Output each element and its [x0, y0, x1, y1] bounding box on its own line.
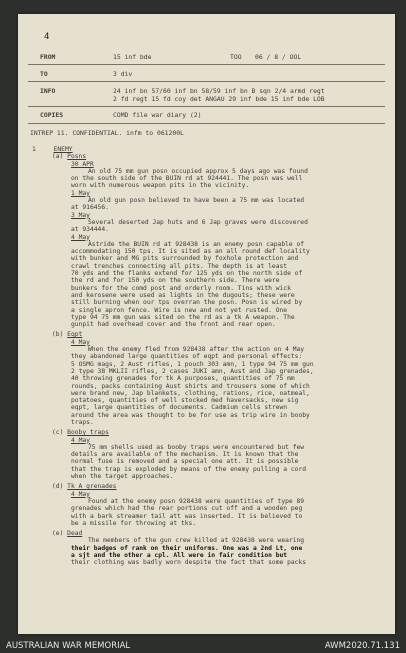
text-line: their badges of rank on their uniforms. One was a 2nd Lt, one [71, 544, 303, 552]
text-line: they abandoned large quantities of eqpt and personal effects: [71, 353, 303, 361]
report-body [32, 146, 387, 567]
text-line: grenades which had the rear portions cut off and a wooden peg [71, 505, 303, 513]
info-line: 2 fd regt 15 fd coy det ANGAU 29 inf bde 15 inf bde LOB [113, 95, 325, 103]
text-line: When the enemy fled from 928438 after the action on 4 May [88, 346, 305, 354]
text-line: bunkers for the comd post and orderly room. Tins with wick [71, 284, 291, 292]
divider [28, 81, 385, 82]
text-line: still burning when our tps overran the posn. Posn is wired by [71, 299, 303, 307]
text-line: a sjt and the other a cpl. All were in fair condition but [71, 552, 288, 560]
section-title: Eqpt [67, 331, 83, 339]
section-number: (d) [52, 483, 64, 491]
divider [28, 106, 385, 107]
report-heading: INTREP 11. CONFIDENTIAL. infm to 061200L [30, 129, 184, 137]
section-title: Posns [67, 153, 87, 161]
handwritten-mark: 4 [44, 32, 50, 42]
document-page [18, 14, 395, 634]
date-label: 4 May [71, 490, 90, 498]
text-line: gunpit had overhead cover and the front and rear open. [71, 321, 276, 329]
text-line: the rd and for 150 yds on the southern side. There were [71, 277, 280, 285]
section-title: Booby traps [67, 429, 109, 437]
divider [28, 123, 385, 124]
text-line: traps. [71, 418, 94, 426]
footer-catalogue-id: AWM2020.71.131 [324, 641, 400, 651]
date-label: 4 May [71, 338, 90, 346]
text-line: rounds, packs containing Aust shirts and trousers some of which [71, 382, 310, 390]
footer-bar [0, 639, 406, 653]
text-line: with a bark streamer tail att was inserted. It is believed to [71, 512, 303, 520]
text-line: An old 75 mm gun posn occupied approx 5 days ago was found [88, 167, 308, 175]
from-value: 15 inf bde [113, 53, 152, 61]
text-line: were brand new, Jap blankets, clothing, rations, rice, oatmeal, [71, 389, 310, 397]
date-label: 1 May [71, 189, 90, 197]
text-line: 5 OSMG mags, 2 Aust rifles, 1 pouch 303 amn, 1 type 94 75 mm gun [71, 360, 314, 368]
date-label: 30 APR [71, 160, 94, 168]
section-number: (b) [52, 331, 64, 339]
date-label: 4 May [71, 436, 90, 444]
too-label: TOO [230, 53, 242, 61]
to-value: 3 div [113, 70, 133, 78]
text-line: on the south side of the BUIN rd at 924441. The posn was well [71, 175, 303, 183]
section-number: (e) [52, 530, 64, 538]
text-line: type 94 75 mm gun was sited on the rd as a tk A weapon. The [71, 313, 295, 321]
text-line: The members of the gun crew killed at 928438 were wearing [88, 537, 305, 545]
divider [28, 64, 385, 65]
text-line: a single apron fence. Wire is new and not yet rusted. One [71, 306, 288, 314]
text-line: with bunker and MG pits surrounded by foxhole protection and [71, 255, 299, 263]
text-line: at 934444. [71, 226, 109, 234]
date-label: 3 May [71, 211, 90, 219]
info-label: INFO [40, 87, 56, 95]
footer-institution: AUSTRALIAN WAR MEMORIAL [6, 641, 131, 651]
text-line: and kerosene were used as lights in the dugouts; these were [71, 291, 295, 299]
date-label: 4 May [71, 233, 90, 241]
section-title: ENEMY [53, 146, 73, 153]
section-number: (a) [52, 153, 64, 161]
text-line: that the trap is exploded by means of the enemy pulling a cord [71, 465, 307, 473]
text-line: potatoes, quantities of well stocked med haversacks, new sig [71, 397, 299, 405]
section-title: Tk A grenades [67, 483, 117, 491]
text-line: when the target approaches. [71, 473, 174, 481]
info-line: 24 inf bn 57/60 inf bn 58/59 inf bn B sqn 2/4 armd regt [113, 87, 325, 95]
text-line: An old gun posn believed to have been a 75 mm was located [88, 197, 305, 205]
section-title: Dead [67, 530, 83, 538]
text-line: crawl trenches connecting all pits. The depth is at least [71, 262, 288, 270]
to-label: TO [40, 70, 48, 78]
text-line: around the area was thought to be for use as trip wire in booby [71, 411, 310, 419]
text-line: details are available of the mechanism. It is known that the [71, 451, 299, 459]
text-line: Astride the BUIN rd at 928438 is an enemy posn capable of [88, 240, 305, 248]
text-line: normal fuse is removed and a special one att. It is possible [71, 458, 299, 466]
text-line: 40 throwing grenades for tk A purposes, quantities of 75 mm [71, 375, 295, 383]
section-number: (c) [52, 429, 64, 437]
from-label: FROM [40, 53, 56, 61]
text-line: 75 mm shells used as booby traps were encountered but few [88, 443, 305, 451]
text-line: 70 yds and the flanks extend for 125 yds on the north side of [71, 270, 303, 278]
text-line: at 916456. [71, 204, 109, 212]
text-line: accommodating 150 tps. It is sited as an all round def locality [71, 248, 310, 256]
text-line: Found at the enemy posn 928438 were quantities of type 89 [88, 497, 305, 505]
text-line: eqpt, large quantities of documents. Cadmium cells strewn [71, 404, 288, 412]
text-line: 2 type 38 MKLII rifles, 2 cases JUKI amn, Aust and Jap grenades, [71, 367, 314, 375]
section-number: 1 [32, 146, 36, 153]
text-line: Several deserted Jap huts and 6 Jap graves were discovered [88, 218, 308, 226]
copies-label: COPIES [40, 111, 64, 119]
copies-value: COMD file war diary (2) [113, 111, 202, 119]
text-line: be a missile for throwing at tks. [71, 519, 197, 527]
too-value: 06 / 8 / OOL [255, 53, 302, 61]
text-line: their clothing was badly worn despite the fact that some packs [71, 559, 307, 567]
text-line: worn with numerous weapon pits in the vicinity. [71, 182, 250, 190]
